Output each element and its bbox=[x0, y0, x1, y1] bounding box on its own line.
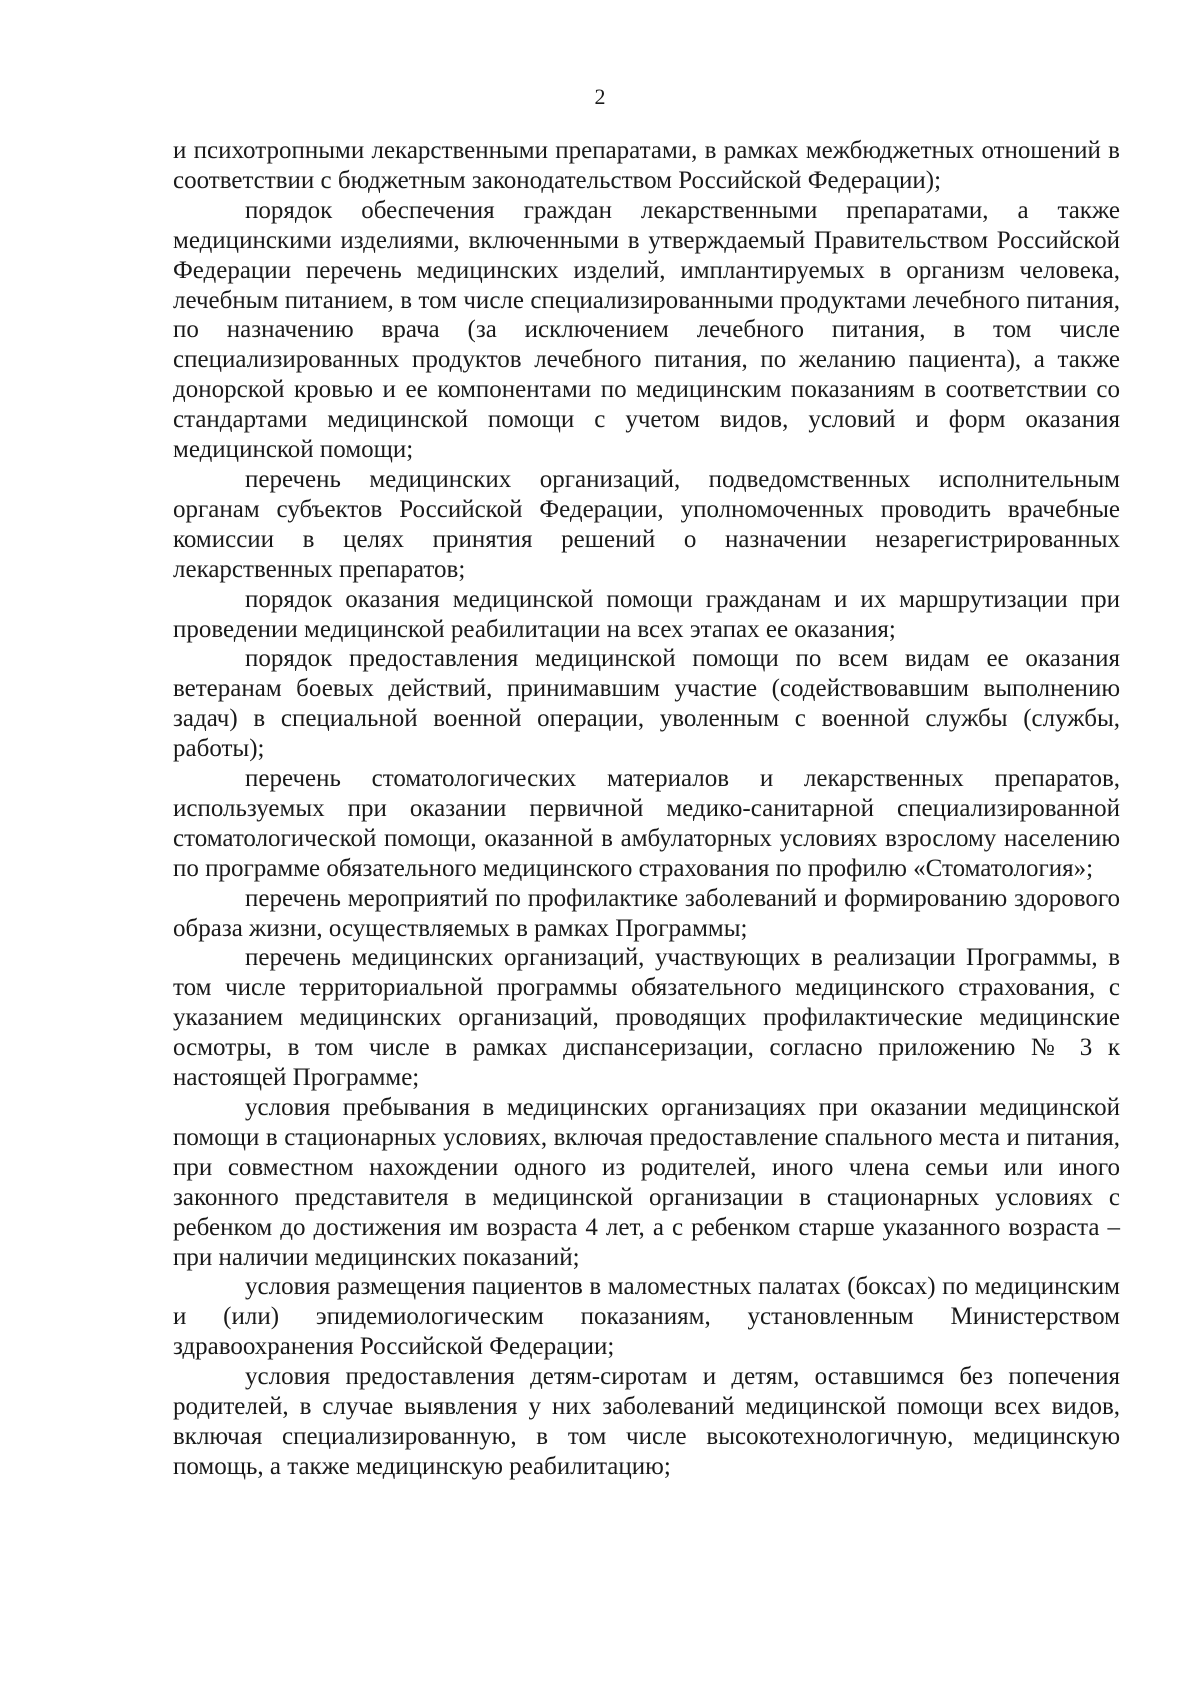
paragraph-participating-organizations: перечень медицинских организаций, участвующих в реализации Программы, в том числе территориальной программы обязательного медицинского страхования, с указанием медицинских организаций, проводящих профилактические медицинские осмотры, в том числе в рамках диспансеризации, согласно приложению № 3 к настоящей Программе; bbox=[173, 944, 1120, 1092]
paragraph-hospital-stay-conditions: условия пребывания в медицинских организациях при оказании медицинской помощи в стационарных условиях, включая предоставление спального места и питания, при совместном нахождении одного из родителей, иного члена семьи или иного законного представителя в медицинской организации в стационарных условиях с ребенком до достижения им возраста 4 лет, а с ребенком старше указанного возраста – при наличии медицинских показаний; bbox=[173, 1094, 1120, 1271]
paragraph-medical-commissions-list: перечень медицинских организаций, подведомственных исполнительным органам субъектов Российской Федерации, уполномоченных проводить врачебные комиссии в целях принятия решений о назначении незарегистрированных лекарственных препаратов; bbox=[173, 465, 1120, 583]
paragraph-small-wards: условия размещения пациентов в маломестных палатах (боксах) по медицинским и (или) эпидемиологическим показаниям, установленным Министерством здравоохранения Российской Федерации; bbox=[173, 1273, 1120, 1361]
paragraph-orphans-care: условия предоставления детям-сиротам и детям, оставшимся без попечения родителей, в случае выявления у них заболеваний медицинской помощи всех видов, включая специализированную, в том числе высокотехнологичную, медицинскую помощь, а также медицинскую реабилитацию; bbox=[173, 1363, 1120, 1480]
paragraph-medicines-supply-order: порядок обеспечения граждан лекарственными препаратами, а также медицинскими изделиями, включенными в утверждаемый Правительством Российской Федерации перечень медицинских изделий, имплантируемых в организм человека, лечебным питанием, в том числе специализированными продуктами лечебного питания, по назначению врача (за исключением лечебного питания, в том числе специализированных продуктов лечебного питания, по желанию пациента), а также донорской кровью и ее компонентами по медицинским показаниям в соответствии со стандартами медицинской помощи с учетом видов, условий и форм оказания медицинской помощи; bbox=[173, 196, 1120, 464]
document-body bbox=[173, 136, 1120, 1482]
paragraph-continuation: и психотропными лекарственными препаратами, в рамках межбюджетных отношений в соответствии с бюджетным законодательством Российской Федерации); bbox=[173, 137, 1120, 194]
paragraph-prevention-measures: перечень мероприятий по профилактике заболеваний и формированию здорового образа жизни, осуществляемых в рамках Программы; bbox=[173, 884, 1120, 942]
paragraph-dental-materials: перечень стоматологических материалов и лекарственных препаратов, используемых при оказании первичной медико-санитарной специализированной стоматологической помощи, оказанной в амбулаторных условиях взрослому населению по программе обязательного медицинского страхования по профилю «Стоматология»; bbox=[173, 765, 1120, 882]
paragraph-rehabilitation-routing: порядок оказания медицинской помощи гражданам и их маршрутизации при проведении медицинской реабилитации на всех этапах ее оказания; bbox=[173, 585, 1120, 643]
paragraph-veterans-care: порядок предоставления медицинской помощи по всем видам ее оказания ветеранам боевых действий, принимавшим участие (содействовавшим выполнению задач) в специальной военной операции, уволенным с военной службы (службы, работы); bbox=[173, 645, 1120, 763]
page-number: 2 bbox=[594, 84, 606, 109]
